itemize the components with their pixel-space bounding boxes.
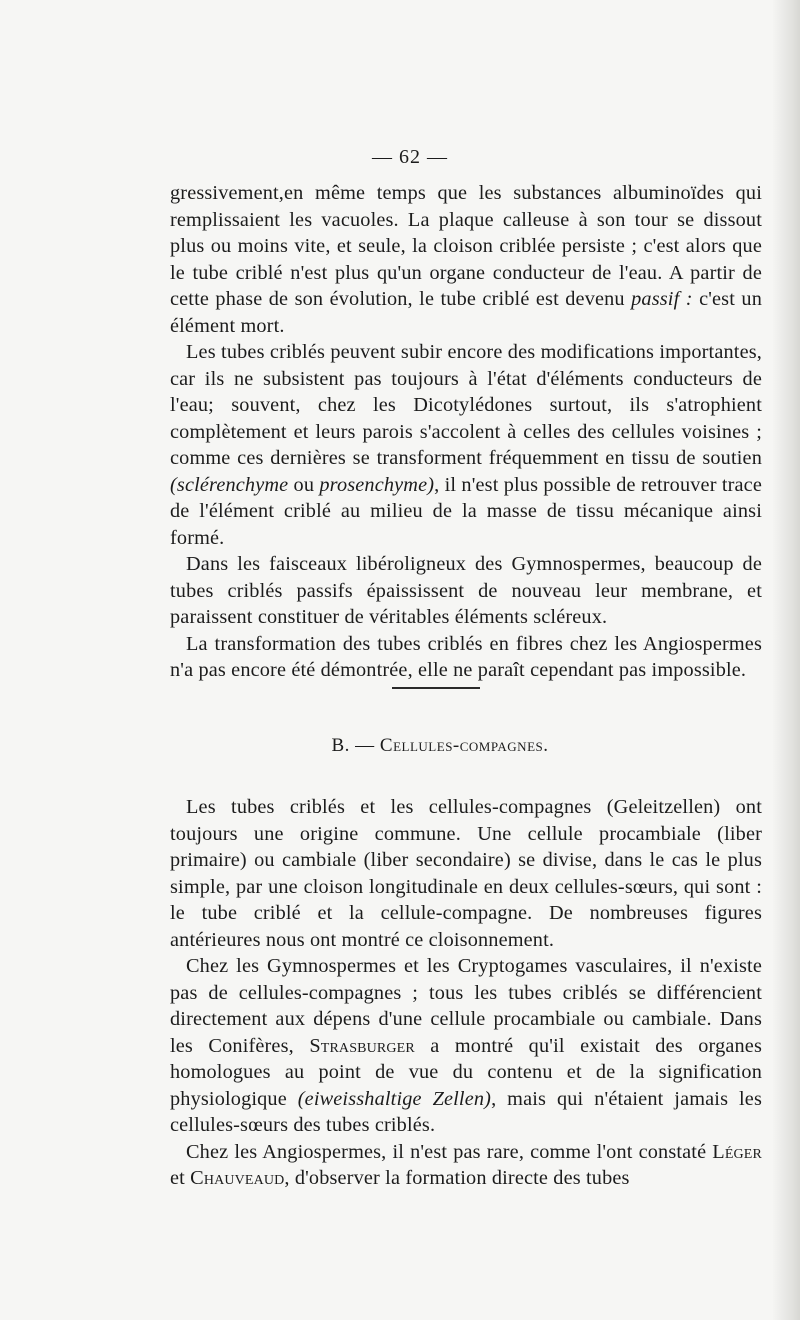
italic-term: prosenchyme) [319, 473, 435, 496]
text-run: , il n'est plus possible de retrouver trace de l'élément criblé au milieu de la masse de tissu mécanique ainsi formé. [170, 473, 762, 549]
page-edge-shadow [772, 0, 800, 1320]
section-title: Cellules-compagnes. [379, 735, 549, 756]
text-run: , mais qui n'étaient jamais les cellules-sœurs des tubes criblés. [170, 1087, 763, 1136]
text-run: Les tubes criblés peuvent subir encore des modifications importantes, car ils ne subsistent pas toujours à l'état d'éléments conducteurs de l'eau; souvent, chez les Dicotylédones surtout, ils s'atrophient complètement et leurs parois s'accolent à celles des cellules voisines ; comme ces dernières se transforment fréquemment en tissu de soutien [170, 341, 762, 469]
italic-term: (sclérenchyme [170, 473, 289, 496]
paragraph [170, 1139, 762, 1192]
text-run: gressivement,en même temps que les substances albuminoïdes qui remplissaient les vacuoles. La plaque calleuse à son tour se dissout plus ou moins vite, et seule, la cloison criblée persiste ; c'est alors que le tube criblé n'est plus qu'un organe conducteur de l'eau. A partir de cette phase de son évolution, le tube criblé est devenu [170, 182, 762, 310]
section-divider [392, 687, 480, 689]
text-block-a [170, 180, 762, 684]
page-number: — 62 — [372, 146, 448, 168]
section-dash: — [349, 735, 380, 756]
paragraph: Les tubes criblés et les cellules-compagnes (Geleitzellen) ont toujours une origine commune. Une cellule procambiale (liber primaire) ou cambiale (liber secondaire) se divise, dans le cas le plus simple, par une cloison longitudinale en deux cellules-sœurs, qui sont : le tube criblé et la cellule-compagne. De nombreuses figures antérieures nous ont montré ce cloisonnement. [170, 796, 762, 951]
text-run: c'est un élément mort. [170, 288, 762, 337]
section-heading [0, 735, 800, 757]
author-name: Chauveaud [190, 1167, 285, 1189]
section-letter: B. [331, 735, 350, 756]
italic-term: (eiweisshaltige Zellen) [297, 1087, 492, 1110]
italic-term: passif : [631, 288, 693, 310]
paragraph [170, 339, 762, 551]
text-run: Chez les Gymnospermes et les Cryptogames vasculaires, il n'existe pas de cellules-compagnes ; tous les tubes criblés se différencient directement aux dépens d'une cellule procambiale ou cambiale. Dans les Conifères, [170, 955, 762, 1057]
text-run: Chez les Angiospermes, il n'est pas rare, comme l'ont constaté [186, 1140, 713, 1163]
text-run: ou [288, 473, 320, 496]
paragraph [170, 180, 762, 339]
paragraph: La transformation des tubes criblés en fibres chez les Angiospermes n'a pas encore été démontrée, elle ne paraît cependant pas impossible. [170, 632, 762, 681]
author-name: Léger [712, 1140, 762, 1163]
text-run: a montré qu'il existait des organes homologues au point de vue du contenu et de la signification physiologique [170, 1034, 763, 1110]
paragraph [170, 953, 762, 1139]
paragraph: Dans les faisceaux libéroligneux des Gymnospermes, beaucoup de tubes criblés passifs épaississent de nouveau leur membrane, et paraissent constituer de véritables éléments scléreux. [170, 553, 762, 628]
text-run: et [170, 1167, 191, 1189]
text-run: , d'observer la formation directe des tubes [284, 1167, 630, 1189]
text-block-b [170, 794, 762, 1192]
author-name: Strasburger [309, 1034, 415, 1057]
